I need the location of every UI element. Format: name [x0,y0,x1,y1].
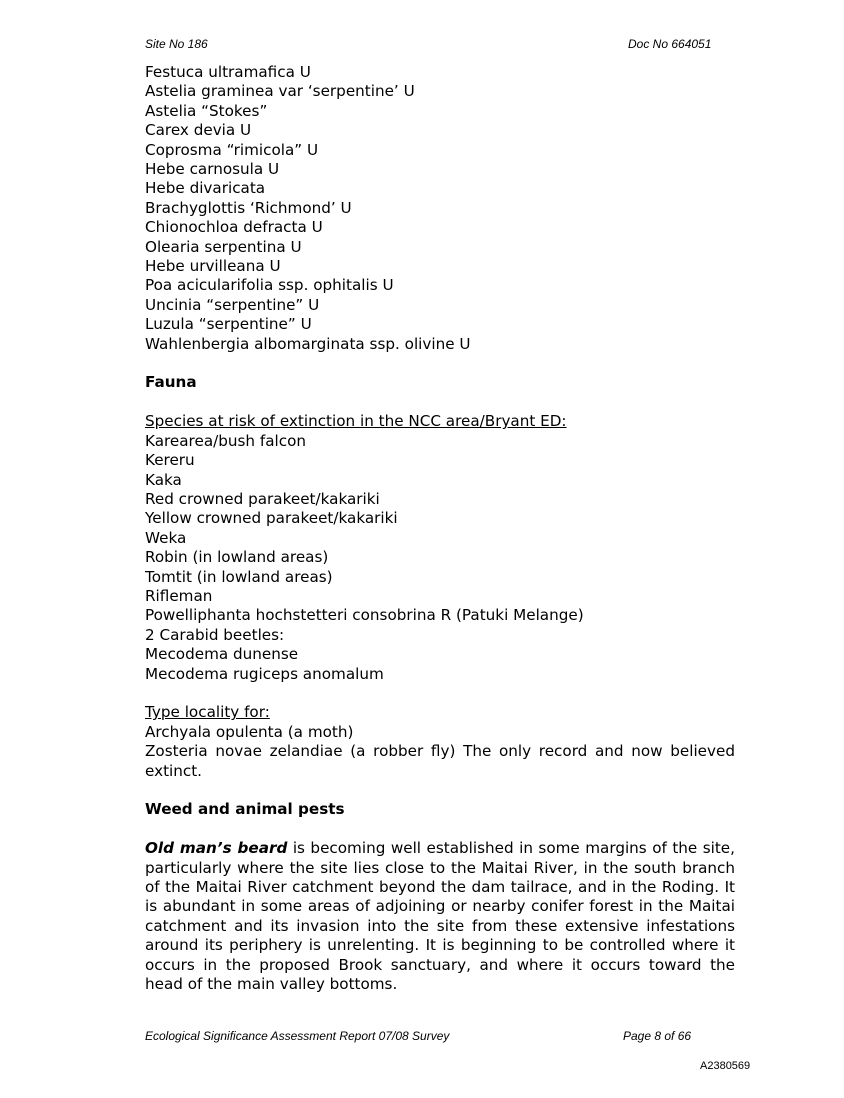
type-locality-list [145,723,735,781]
risk-species-list [145,432,735,684]
header-site-number: Site No 186 [145,37,208,51]
risk-species-item: Red crowned parakeet/kakariki [145,489,380,508]
footer-page-number: Page 8 of 66 [623,1029,692,1043]
fauna-heading: Fauna [145,373,197,392]
flora-item: Poa acicularifolia ssp. ophitalis U [145,276,394,295]
flora-item: Astelia “Stokes” [145,101,268,120]
flora-item: Brachyglottis ‘Richmond’ U [145,198,352,217]
flora-item: Coprosma “rimicola” U [145,140,319,159]
weeds-heading: Weed and animal pests [145,800,345,819]
flora-item: Olearia serpentina U [145,237,302,256]
flora-item: Hebe carnosula U [145,160,280,179]
flora-list [145,63,735,354]
weeds-body-text: is becoming well established in some margins of the site, particularly where the site lies close to the Maitai River, in the south branch of the Maitai River catchment beyond the dam tailrace, and in the Roding. It is abundant in some areas of adjoining or nearby conifer forest in the Maitai catchment and its invasion into the site from these extensive infestations around its periphery is unrelenting. It is beginning to be controlled where it occurs in the proposed Brook sanctuary, and where it occurs toward the head of the main valley bottoms. [145,839,735,994]
weeds-lead-term: Old man’s beard [145,839,288,858]
risk-species-item: Yellow crowned parakeet/kakariki [145,509,398,528]
risk-species-item: Powelliphanta hochstetteri consobrina R (Patuki Melange) [145,606,584,625]
type-locality-item: Archyala opulenta (a moth) [145,722,354,741]
flora-item: Carex devia U [145,121,252,140]
document-reference: A2380569 [700,1060,751,1072]
risk-species-item: Tomtit (in lowland areas) [145,567,333,586]
risk-species-item: 2 Carabid beetles: [145,625,285,644]
page-content [145,63,735,994]
flora-item: Hebe divaricata [145,179,266,198]
risk-species-item: Mecodema dunense [145,645,299,664]
flora-item: Festuca ultramafica U [145,63,311,81]
risk-species-item: Weka [145,528,187,547]
flora-item: Luzula “serpentine” U [145,315,312,334]
type-locality-item: Zosteria novae zelandiae (a robber fly) The only record and now believed extinct. [145,742,735,780]
header-doc-number: Doc No 664051 [628,37,712,51]
weeds-paragraph [145,839,735,994]
flora-item: Wahlenbergia albomarginata ssp. olivine U [145,334,471,353]
risk-species-item: Rifleman [145,586,213,605]
risk-species-item: Mecodema rugiceps anomalum [145,664,384,683]
flora-item: Uncinia “serpentine” U [145,295,320,314]
footer-report-title: Ecological Significance Assessment Report 07/08 Survey [145,1029,450,1043]
risk-species-item: Kaka [145,470,182,489]
flora-item: Hebe urvilleana U [145,257,281,276]
risk-subheading: Species at risk of extinction in the NCC area/Bryant ED: [145,412,567,431]
type-locality-subheading: Type locality for: [145,703,270,722]
risk-species-item: Robin (in lowland areas) [145,548,329,567]
risk-species-item: Kereru [145,451,195,470]
flora-item: Astelia graminea var ‘serpentine’ U [145,82,415,101]
flora-item: Chionochloa defracta U [145,218,323,237]
risk-species-item: Karearea/bush falcon [145,431,307,450]
